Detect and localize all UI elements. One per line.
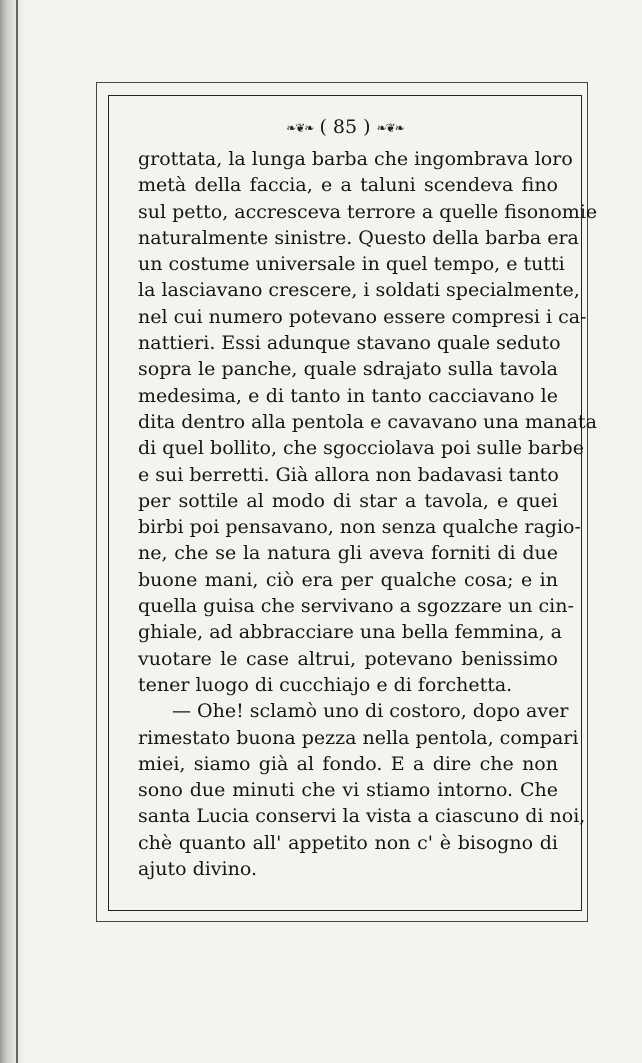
text-line: buone mani, ciò era per qualche cosa; e in	[138, 568, 558, 591]
ornament-left-icon: ❧❦❧	[286, 121, 314, 135]
text-line: nel cui numero potevano essere compresi i ca-	[138, 305, 587, 328]
text-line: sono due minuti che vi stiamo intorno. Che	[138, 779, 558, 802]
text-line: e sui berretti. Già allora non badavasi tanto	[138, 463, 559, 486]
text-line: di quel bollito, che sgocciolava poi sulle barbe	[138, 437, 584, 460]
page-number: ( 85 )	[319, 116, 371, 138]
text-line: grottata, la lunga barba che ingombrava loro	[138, 148, 573, 170]
text-line: ajuto divino.	[138, 858, 258, 881]
text-line: per sottile al modo di star a tavola, e quei	[138, 489, 558, 512]
text-line: nattieri. Essi adunque stavano quale seduto	[138, 332, 561, 355]
text-line: metà della faccia, e a taluni scendeva fino	[138, 174, 558, 197]
text-line: naturalmente sinistre. Questo della barba era	[138, 226, 579, 249]
text-line: ne, che se la natura gli aveva forniti di due	[138, 542, 558, 565]
text-line: medesima, e di tanto in tanto cacciavano le	[138, 384, 558, 407]
text-line: — Ohe! sclamò uno di costoro, dopo aver	[172, 700, 569, 723]
text-line: chè quanto all' appetito non c' è bisogno di	[138, 831, 558, 854]
text-line: tener luogo di cucchiajo e di forchetta.	[138, 673, 513, 696]
ornament-right-icon: ❧❦❧	[376, 121, 404, 135]
book-spine-shadow	[0, 0, 24, 1063]
text-line: la lasciavano crescere, i soldati specialmente,	[138, 279, 580, 302]
text-line: vuotare le case altrui, potevano benissimo	[138, 647, 558, 670]
text-line: birbi poi pensavano, non senza qualche ragio-	[138, 516, 581, 539]
binding-edge-line	[16, 0, 18, 1063]
page-header	[108, 112, 582, 142]
text-line: santa Lucia conservi la vista a ciascuno di noi,	[138, 805, 586, 828]
text-line: un costume universale in quel tempo, e tutti	[138, 253, 565, 276]
text-line: dita dentro alla pentola e cavavano una manata	[138, 410, 597, 433]
text-line: rimestato buona pezza nella pentola, compari	[138, 726, 579, 749]
text-line: sul petto, accresceva terrore a quelle fisonomie	[138, 200, 598, 223]
text-line: sopra le panche, quale sdrajato sulla tavola	[138, 358, 558, 381]
body-text	[138, 146, 598, 882]
text-line: miei, siamo già al fondo. E a dire che non	[138, 752, 558, 775]
text-line: ghiale, ad abbracciare una bella femmina, a	[138, 621, 562, 644]
text-line: quella guisa che servivano a sgozzare un cin-	[138, 595, 574, 618]
